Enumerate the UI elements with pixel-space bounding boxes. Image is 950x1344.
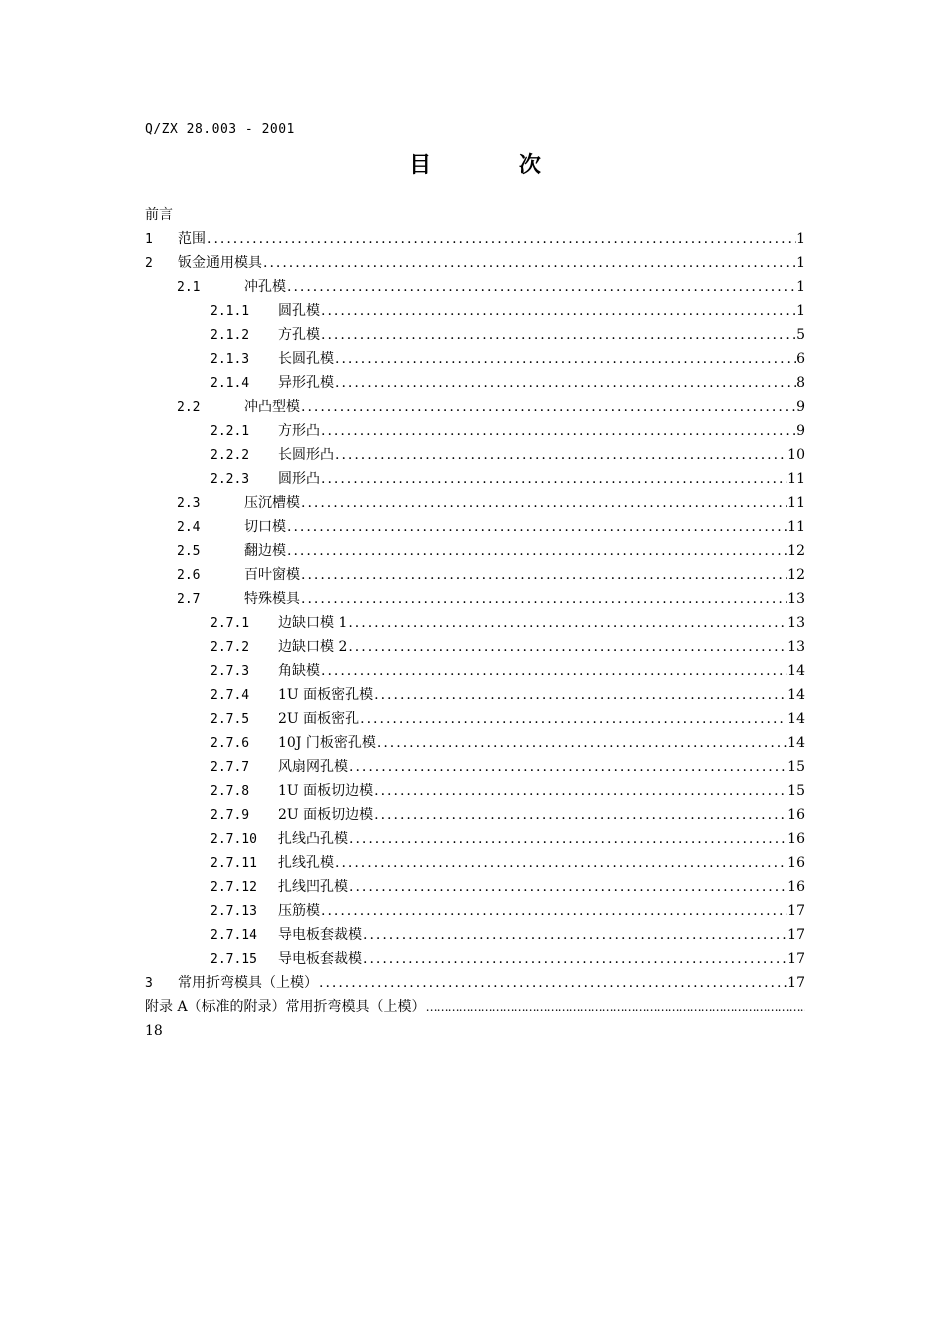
toc-entry[interactable] [145, 707, 805, 731]
toc-entry-label: 圆形凸 [278, 471, 320, 487]
toc-leader [373, 683, 787, 707]
toc-entry[interactable] [145, 587, 805, 611]
toc-entry-number: 2.2.2 [210, 448, 250, 463]
toc-entry[interactable] [145, 227, 805, 251]
toc-leader [334, 371, 796, 395]
toc-leader [426, 995, 805, 1019]
toc-entry-number: 2.1.2 [210, 328, 250, 343]
toc-entry-page: 16 [787, 831, 805, 847]
toc-entry[interactable] [145, 611, 805, 635]
toc-entry-label: 冲孔模 [244, 279, 286, 295]
toc-entry-label: 导电板套裁模 [278, 927, 362, 943]
toc-entry-number: 2.7.6 [210, 736, 250, 751]
toc-entry[interactable] [145, 683, 805, 707]
toc-entry-page: 8 [796, 375, 805, 391]
toc-entry-number: 2.2.1 [210, 424, 250, 439]
toc-entry-label: 长圆形凸 [278, 447, 334, 463]
toc-entry-label: 百叶窗模 [244, 567, 300, 583]
toc-entry-label: 切口模 [244, 519, 286, 535]
toc-leader [320, 419, 796, 443]
toc-entry-number: 2.3 [177, 496, 201, 511]
toc-leader [300, 491, 787, 515]
toc-leader [373, 779, 787, 803]
toc-entry-number: 2.7.3 [210, 664, 250, 679]
toc-entry-page: 17 [787, 975, 805, 991]
toc-entry-number: 2.1.3 [210, 352, 250, 367]
toc-leader [320, 299, 796, 323]
toc-leader [334, 443, 787, 467]
toc-leader [359, 707, 787, 731]
toc-entry-page: 1 [796, 255, 805, 271]
toc-entry-label: 特殊模具 [244, 591, 300, 607]
toc-entry[interactable] [145, 347, 805, 371]
toc-entry-label: 角缺模 [278, 663, 320, 679]
toc-entry-number: 2.1 [177, 280, 201, 295]
toc-entry-label: 长圆孔模 [278, 351, 334, 367]
toc-entry-number: 2.1.1 [210, 304, 250, 319]
toc-entry[interactable] [145, 395, 805, 419]
toc-entry-label: 方形凸 [278, 423, 320, 439]
toc-entry-page: 13 [787, 591, 805, 607]
toc-entry-label: 钣金通用模具 [178, 255, 262, 271]
toc-foreword[interactable] [145, 203, 805, 227]
toc-entry-page: 13 [787, 615, 805, 631]
toc-entry-page: 5 [796, 327, 805, 343]
toc-leader [318, 971, 787, 995]
toc-entry-page: 11 [787, 519, 805, 535]
toc-entry-page: 6 [796, 351, 805, 367]
toc-entry-label: 边缺口模 1 [278, 615, 348, 631]
toc-entry[interactable] [145, 443, 805, 467]
toc-entry-page: 17 [787, 927, 805, 943]
toc-entry[interactable] [145, 515, 805, 539]
toc-entry-number: 2.5 [177, 544, 201, 559]
toc-entry-label: 1U 面板切边模 [278, 783, 374, 799]
toc-entry[interactable] [145, 323, 805, 347]
toc-entry-page: 14 [787, 663, 805, 679]
toc-leader [376, 731, 787, 755]
toc-entry-label: 压筋模 [278, 903, 320, 919]
toc-entry-label: 导电板套裁模 [278, 951, 362, 967]
toc-entry-page: 12 [787, 543, 805, 559]
toc-entry-label: 1U 面板密孔模 [278, 687, 374, 703]
toc-entry[interactable] [145, 275, 805, 299]
toc-leader [286, 539, 787, 563]
toc-entry[interactable] [145, 803, 805, 827]
toc-entry-number: 2.7.13 [210, 904, 257, 919]
toc-leader [347, 611, 787, 635]
toc-foreword-label: 前言 [145, 207, 173, 223]
toc-entry-number: 2.1.4 [210, 376, 250, 391]
page-title: 目 次 [409, 153, 581, 178]
toc-entry-page: 1 [796, 303, 805, 319]
toc-entry[interactable] [145, 779, 805, 803]
toc-entry[interactable] [145, 899, 805, 923]
toc-leader [334, 851, 787, 875]
toc-entry[interactable] [145, 563, 805, 587]
toc-entry-number: 2.7.9 [210, 808, 250, 823]
toc-entry-number: 2.7.15 [210, 952, 257, 967]
toc-entry-label: 冲凸型模 [244, 399, 300, 415]
toc-entry-page: 9 [796, 399, 805, 415]
toc-entry-number: 2.2 [177, 400, 201, 415]
toc-leader [320, 899, 787, 923]
toc-entry-page: 15 [787, 759, 805, 775]
toc-entry-page: 16 [787, 807, 805, 823]
toc-leader [348, 827, 787, 851]
toc-leader [320, 467, 787, 491]
toc-entry[interactable] [145, 491, 805, 515]
document-code: Q/ZX 28.003 - 2001 [145, 122, 295, 137]
toc-entry-page: 15 [787, 783, 805, 799]
toc-entry-page: 16 [787, 855, 805, 871]
toc-entry[interactable] [145, 851, 805, 875]
toc-entry-page: 11 [787, 495, 805, 511]
toc-entry-label: 压沉槽模 [244, 495, 300, 511]
toc-entry[interactable] [145, 467, 805, 491]
toc-entry-page: 9 [796, 423, 805, 439]
toc-entry[interactable] [145, 299, 805, 323]
toc-entry-label: 方孔模 [278, 327, 320, 343]
toc-leader [300, 587, 787, 611]
toc-entry[interactable] [145, 419, 805, 443]
toc-leader [262, 251, 796, 275]
toc-entry[interactable] [145, 827, 805, 851]
toc-appendix-page: 18 [145, 1023, 163, 1039]
toc-leader [348, 755, 787, 779]
toc-entry-number: 2.7 [177, 592, 201, 607]
toc-entry-label: 异形孔模 [278, 375, 334, 391]
toc-entry-page: 12 [787, 567, 805, 583]
toc-entry-number: 2.7.7 [210, 760, 250, 775]
toc-entry-number: 2.4 [177, 520, 201, 535]
toc-entry-label: 10J 门板密孔模 [278, 735, 376, 751]
toc-entry-label: 圆孔模 [278, 303, 320, 319]
toc-leader [362, 947, 787, 971]
toc-entry-page: 13 [787, 639, 805, 655]
toc-leader [286, 515, 787, 539]
toc-entry-number: 2.6 [177, 568, 201, 583]
toc-entry[interactable] [145, 251, 805, 275]
toc-leader [348, 875, 787, 899]
toc-entry-number: 2.7.8 [210, 784, 250, 799]
toc-leader [373, 803, 787, 827]
toc-entry-number: 2.7.12 [210, 880, 257, 895]
toc-entry[interactable] [145, 635, 805, 659]
toc-leader [300, 395, 796, 419]
toc-entry-number: 2.7.5 [210, 712, 250, 727]
toc-entry[interactable] [145, 971, 805, 995]
toc-entry-page: 10 [787, 447, 805, 463]
toc-entry[interactable] [145, 875, 805, 899]
toc-leader [206, 227, 796, 251]
toc-leader [320, 659, 787, 683]
toc-entry-number: 2.7.4 [210, 688, 250, 703]
toc-entry-label: 风扇网孔模 [278, 759, 348, 775]
toc-entry-page: 14 [787, 735, 805, 751]
table-of-contents [145, 203, 805, 1043]
toc-entry[interactable] [145, 731, 805, 755]
toc-entry-page: 16 [787, 879, 805, 895]
toc-appendix-label: 附录 A（标准的附录）常用折弯模具（上模） [145, 999, 426, 1015]
toc-entry-number: 2.7.14 [210, 928, 257, 943]
toc-entry[interactable] [145, 659, 805, 683]
toc-entry[interactable] [145, 371, 805, 395]
toc-entry-number: 2.7.2 [210, 640, 250, 655]
toc-entry-label: 常用折弯模具（上模） [178, 975, 318, 991]
toc-appendix[interactable] [145, 995, 805, 1019]
toc-entry-number: 1 [145, 232, 153, 247]
toc-entry-number: 2 [145, 256, 153, 271]
toc-leader [347, 635, 787, 659]
toc-entry-number: 2.7.11 [210, 856, 257, 871]
toc-entry-label: 扎线凸孔模 [278, 831, 348, 847]
toc-entry[interactable] [145, 923, 805, 947]
toc-entry[interactable] [145, 947, 805, 971]
toc-entry-page: 17 [787, 951, 805, 967]
toc-entry-page: 11 [787, 471, 805, 487]
toc-entry-label: 扎线凹孔模 [278, 879, 348, 895]
toc-entry-page: 14 [787, 687, 805, 703]
toc-entry[interactable] [145, 755, 805, 779]
toc-leader [320, 323, 796, 347]
toc-entry-page: 14 [787, 711, 805, 727]
toc-entry-page: 17 [787, 903, 805, 919]
toc-entry[interactable] [145, 539, 805, 563]
toc-entry-number: 3 [145, 976, 153, 991]
toc-entry-label: 2U 面板切边模 [278, 807, 374, 823]
toc-entry-number: 2.7.1 [210, 616, 250, 631]
toc-leader [362, 923, 787, 947]
toc-leader [286, 275, 796, 299]
toc-entry-label: 范围 [178, 231, 206, 247]
toc-entry-label: 边缺口模 2 [278, 639, 348, 655]
toc-leader [334, 347, 796, 371]
toc-leader [300, 563, 787, 587]
toc-entry-page: 1 [796, 231, 805, 247]
toc-entry-label: 2U 面板密孔 [278, 711, 360, 727]
toc-entry-label: 翻边模 [244, 543, 286, 559]
toc-entry-number: 2.7.10 [210, 832, 257, 847]
toc-entry-label: 扎线孔模 [278, 855, 334, 871]
toc-entry-page: 1 [796, 279, 805, 295]
toc-entries [145, 227, 805, 995]
toc-entry-number: 2.2.3 [210, 472, 250, 487]
